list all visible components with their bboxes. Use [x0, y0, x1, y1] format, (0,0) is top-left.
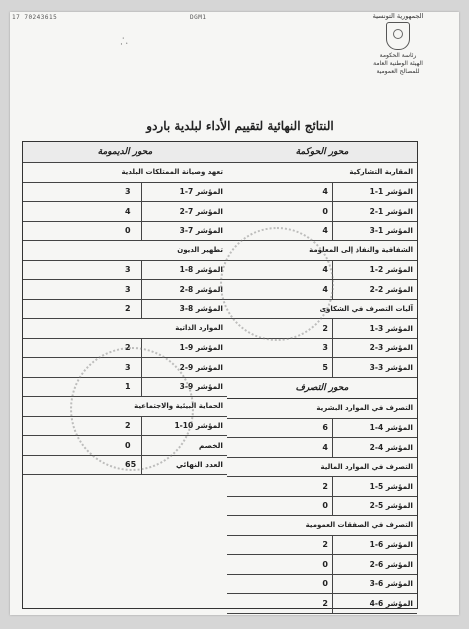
indicator-score-value: 4	[322, 442, 328, 452]
indicator-label: المؤشر 8-2	[179, 284, 223, 294]
indicator-label: المؤشر 1-2	[369, 206, 413, 216]
indicator-label: المؤشر 9-3	[179, 382, 223, 392]
indicator-row	[227, 555, 417, 575]
governance-header: محور الحوكمة	[295, 147, 349, 157]
indicator-label: المؤشر 3-3	[369, 362, 413, 372]
indicator-score-value: 6	[322, 423, 328, 433]
indicator-row	[227, 438, 417, 458]
indicator-row	[23, 300, 227, 320]
final-score-row-score	[23, 456, 142, 475]
section-title-row	[227, 458, 417, 478]
indicator-label: المؤشر 2-1	[369, 265, 413, 275]
fax-code: DGM1	[190, 14, 207, 21]
indicator-score	[23, 300, 142, 319]
indicator-score-value: 4	[322, 187, 328, 197]
indicator-label: المؤشر 6-2	[369, 559, 413, 569]
handwritten-mark: ⸫	[119, 36, 129, 48]
indicator-score	[227, 222, 333, 241]
section-title: التصرف في الموارد المالية	[320, 462, 413, 471]
indicator-label: المؤشر 7-1	[179, 187, 223, 197]
indicator-score	[227, 358, 333, 377]
indicator-label: المؤشر 3-1	[369, 323, 413, 333]
indicator-score	[23, 202, 142, 221]
indicator-label: المؤشر 8-1	[179, 265, 223, 275]
indicator-label: المؤشر 10-1	[174, 421, 223, 431]
indicator-score	[23, 339, 142, 358]
indicator-score	[227, 594, 333, 613]
indicator-score-value: 0	[322, 579, 328, 589]
indicator-score-value: 2	[125, 343, 131, 353]
indicator-score	[23, 222, 142, 241]
indicator-label: المؤشر 4-2	[369, 442, 413, 452]
indicator-row	[227, 536, 417, 556]
indicator-score	[227, 319, 333, 338]
indicator-score	[23, 280, 142, 299]
indicator-label: المؤشر 6-1	[369, 540, 413, 550]
section-title: التصرف في الموارد البشرية	[316, 404, 413, 413]
indicator-score-value: 3	[125, 284, 131, 294]
letterhead-line-4: للمصالح العمومية	[376, 68, 420, 75]
section-title: تعهد وصيانة الممتلكات البلدية	[121, 168, 223, 177]
indicator-row	[23, 280, 227, 300]
indicator-row	[227, 222, 417, 242]
indicator-row	[23, 417, 227, 437]
indicator-score	[23, 358, 142, 377]
indicator-label: المؤشر 2-2	[369, 284, 413, 294]
letterhead	[343, 12, 453, 76]
indicator-score-value: 3	[125, 362, 131, 372]
management-header: محور التصرف	[295, 382, 349, 393]
indicator-score	[23, 417, 142, 436]
indicator-row	[227, 339, 417, 359]
indicator-label: المؤشر 1-3	[369, 226, 413, 236]
indicator-score	[227, 280, 333, 299]
indicator-label: المؤشر 1-1	[369, 187, 413, 197]
indicator-label: المؤشر 7-3	[179, 226, 223, 236]
section-title-row	[23, 163, 227, 183]
document-page	[10, 12, 459, 615]
section-title: الحماية البيئية والاجتماعية	[134, 402, 223, 411]
indicator-score-value: 2	[125, 304, 131, 314]
indicator-row	[23, 202, 227, 222]
section-title-row	[227, 241, 417, 261]
indicator-score	[227, 183, 333, 202]
section-title: تطهير الديون	[177, 246, 223, 255]
deduction-row-value: 0	[125, 440, 131, 450]
indicator-label: المؤشر 6-3	[369, 579, 413, 589]
indicator-score-value: 2	[125, 421, 131, 431]
indicator-score	[227, 438, 333, 457]
page-title: النتائج النهائية لتقييم الأداء لبلدية باردو	[146, 119, 334, 133]
indicator-label: المؤشر 4-1	[369, 423, 413, 433]
indicator-row	[23, 378, 227, 398]
indicator-score	[23, 261, 142, 280]
indicator-score-value: 2	[322, 481, 328, 491]
indicator-row	[23, 183, 227, 203]
indicator-score-value: 3	[125, 265, 131, 275]
indicator-row	[227, 497, 417, 517]
section-title: التصرف في الصفقات العمومية	[305, 521, 413, 530]
section-title: آليات التصرف في الشكاوى	[319, 304, 413, 313]
final-score-row-label: العدد النهائي	[175, 460, 223, 470]
indicator-label: المؤشر 8-3	[179, 304, 223, 314]
section-title-row	[23, 397, 227, 417]
indicator-label: المؤشر 9-2	[179, 362, 223, 372]
indicator-row	[227, 183, 417, 203]
indicator-score-value: 2	[322, 598, 328, 608]
indicator-score	[227, 536, 333, 555]
indicator-score-value: 1	[125, 382, 131, 392]
indicator-label: المؤشر 5-1	[369, 481, 413, 491]
indicator-score	[23, 378, 142, 397]
indicator-row	[227, 358, 417, 378]
final-score-row	[23, 456, 227, 476]
coat-of-arms-icon	[386, 22, 410, 50]
indicator-label: المؤشر 6-4	[369, 598, 413, 608]
sustainability-header: محور الديمومة	[97, 147, 153, 157]
section-title: الشفافية والنفاذ إلى المعلومة	[309, 246, 413, 255]
section-title-row	[23, 241, 227, 261]
indicator-row	[23, 339, 227, 359]
indicator-score	[227, 261, 333, 280]
indicator-row	[23, 222, 227, 242]
deduction-row-label: الخصم	[198, 440, 223, 450]
deduction-row-score	[23, 436, 142, 455]
indicator-score-value: 5	[322, 362, 328, 372]
indicator-label: المؤشر 5-2	[369, 501, 413, 511]
section-title: المقاربة التشاركية	[349, 168, 413, 177]
indicator-row	[227, 261, 417, 281]
section-title: الموارد الذاتية	[175, 324, 223, 333]
indicator-score-value: 3	[125, 187, 131, 197]
indicator-score	[227, 575, 333, 594]
section-title-row	[227, 163, 417, 183]
column-header	[23, 142, 227, 163]
indicator-row	[227, 575, 417, 595]
indicator-score	[227, 477, 333, 496]
fax-number: 17 70243615	[12, 14, 58, 21]
letterhead-line-3: الهيئة الوطنية العامة	[373, 60, 423, 67]
indicator-row	[227, 594, 417, 614]
indicator-score-value: 0	[322, 501, 328, 511]
indicator-label: المؤشر 7-2	[179, 206, 223, 216]
indicator-score	[227, 555, 333, 574]
indicator-score-value: 4	[125, 206, 131, 216]
results-table	[22, 141, 418, 609]
deduction-row	[23, 436, 227, 456]
indicator-row	[227, 280, 417, 300]
indicator-label: المؤشر 3-2	[369, 343, 413, 353]
indicator-score-value: 0	[125, 226, 131, 236]
indicator-row	[227, 419, 417, 439]
indicator-score	[227, 339, 333, 358]
indicator-row	[227, 477, 417, 497]
section-title-row	[23, 319, 227, 339]
indicator-row	[23, 358, 227, 378]
section-title-row	[227, 516, 417, 536]
indicator-score	[227, 202, 333, 221]
pillar-header	[227, 378, 417, 400]
letterhead-line-2: رئاسة الحكومة	[379, 52, 417, 59]
section-title-row	[227, 300, 417, 320]
indicator-score-value: 0	[322, 206, 328, 216]
indicator-score	[227, 419, 333, 438]
column-header	[227, 142, 417, 163]
final-score-row-value: 65	[125, 460, 137, 470]
indicator-row	[227, 319, 417, 339]
indicator-label: المؤشر 9-1	[179, 343, 223, 353]
indicator-score-value: 2	[322, 323, 328, 333]
indicator-score-value: 0	[322, 559, 328, 569]
indicator-score-value: 4	[322, 284, 328, 294]
indicator-score	[227, 497, 333, 516]
indicator-score	[23, 183, 142, 202]
indicator-score-value: 4	[322, 226, 328, 236]
letterhead-line-1: الجمهورية التونسية	[372, 12, 424, 20]
indicator-row	[23, 261, 227, 281]
indicator-score-value: 3	[322, 343, 328, 353]
indicator-score-value: 4	[322, 265, 328, 275]
indicator-score-value: 2	[322, 540, 328, 550]
indicator-row	[227, 202, 417, 222]
section-title-row	[227, 399, 417, 419]
